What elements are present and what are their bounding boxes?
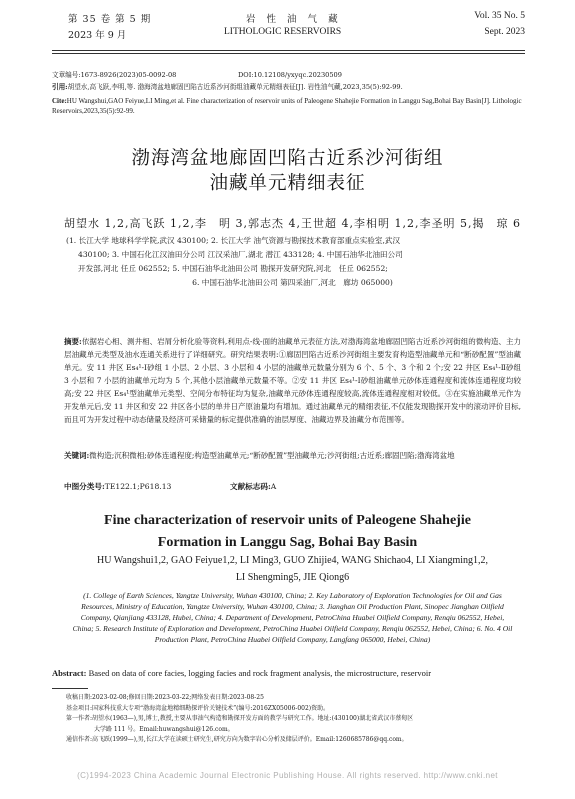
affiliations-cn (66, 234, 519, 290)
affiliation-cn-line: 430100; 3. 中国石化江汉油田分公司 江汉采油厂,湖北 潜江 433128; 4. 中国石油华北油田公司 (78, 250, 403, 259)
citation-cn-label: 引用: (52, 83, 68, 91)
keywords-cn-text: 微构造;沉积微相;砂体连通程度;构造型油藏单元;“断砂配置”型油藏单元;沙河街组;古近系;廊固凹陷;渤海湾盆地 (89, 451, 455, 460)
footnote-funding: 基金项目:国家科技重大专项“渤海湾盆地精细勘探评价关键技术”(编号:2016ZX05006-002)资助。 (66, 704, 330, 712)
article-number: 文章编号:1673-8926(2023)05-0092-08 (52, 71, 177, 79)
abstract-en (52, 668, 525, 678)
abstract-en-text: Based on data of core facies, logging facies and rock fragment analysis, the microstructure, reservoir (88, 668, 432, 678)
classification (64, 481, 277, 492)
footnote-first-author: 第一作者:胡望水(1963—),男,博士,教授,主要从事油气构造和勘探开发方面的教学与研究工作。地址:(430100)湖北省武汉市蔡甸区 (66, 715, 414, 722)
title-cn-line1: 渤海湾盆地廊固凹陷古近系沙河街组 (131, 148, 444, 169)
authors-en (60, 552, 525, 586)
date-cn: 2023 年 9 月 (68, 30, 127, 41)
header-rule-thick (52, 50, 525, 51)
footnote-first-author-cont: 大学路 111 号。Email:huwangshui@126.com。 (94, 725, 234, 733)
affiliation-cn-line: 开发部,河北 任丘 062552; 5. 中国石油华北油田公司 勘探开发研究院,河北 任丘 062552; (78, 264, 388, 273)
affiliation-cn-line: (1. 长江大学 地球科学学院,武汉 430100; 2. 长江大学 油气资源与勘探技术教育部重点实验室,武汉 (66, 236, 401, 245)
citation-en-text: HU Wangshui,GAO Feiyue,LI Ming,et al. Fine characterization of reservoir units of Paleogene Shahejie Formation in Langgu Sag,Bohai Bay Basin[J]. Lithologic Reservoirs,2023,35(5):92-99. (52, 97, 522, 115)
doc-code-value: A (270, 482, 277, 491)
title-en-line1: Fine characterization of reservoir units of Paleogene Shahejie (104, 513, 471, 528)
doc-code-label: 文献标志码: (230, 482, 271, 491)
title-en (0, 510, 575, 554)
authors-en-line1: HU Wangshui1,2, GAO Feiyue1,2, LI Ming3, GUO Zhijie4, WANG Shichao4, LI Xiangming1,2, (96, 555, 488, 566)
citation-en-label: Cite: (52, 97, 67, 105)
date-en: Sept. 2023 (484, 27, 525, 37)
citation-cn-text: 胡望水,高飞跃,李明,等. 渤海湾盆地廊固凹陷古近系沙河街组油藏单元精细表征[J]. 岩性油气藏,2023,35(5):92-99. (67, 83, 403, 91)
keywords-cn (64, 449, 521, 462)
footnotes (66, 693, 525, 746)
citation-cn (52, 82, 525, 92)
abstract-en-label: Abstract: (52, 668, 87, 678)
abstract-cn-text: 依据岩心相、测井相、岩屑分析化验等资料,利用点-线-面的油藏单元表征方法,对渤海湾盆地廊固凹陷古近系沙河街组的微构造、主力层油藏单元类型及油水连通关系进行了详细研究。研究结果表明:①廊固凹陷古近系沙河街组主要发育构造型油藏单元和“断砂配置”型油藏单元。安 11 井区 Es₄¹-Ⅰ砂组 1 小层、2 小层、3 小层和 4 小层的油藏单元数量分别为 6 个、5 个、3 个和 2 个;安 22 井区 Es₄¹-Ⅱ砂组 3 小层和 7 小层的油藏单元均为 5 个,其他小层油藏单元数量不等。②安 11 井区 Es₄¹-Ⅰ砂组油藏单元砂体连通程度和流体连通程度均较高;安 22 井区 Es₄¹型油藏单元类型、空间分布特征均为复杂,油藏单元砂体连通程度较高,流体连通程度相对较低。③在实施油藏单元作为开发单元后,安 11 井区和安 22 井区各小层的单井日产原油量均有增加。通过油藏单元的精细表征,不仅能发现勘探开发中的滚动评价目标,而且可为开发过程中动态储量及经济可采储量的标定提供准确的油层厚度、油藏边界及油藏分布范围等。 (64, 337, 521, 424)
clc-value: TE122.1;P618.13 (104, 482, 172, 491)
authors-cn: 胡望水 1,2,高飞跃 1,2,李 明 3,郭志杰 4,王世超 4,李相明 1,2,李圣明 5,揭 琼 6 (64, 217, 521, 230)
volume-issue-cn: 第 35 卷 第 5 期 (68, 14, 152, 25)
header-rule-thin (52, 53, 525, 54)
title-en-line2: Formation in Langgu Sag, Bohai Bay Basin (157, 535, 418, 550)
footnote-rule (52, 688, 88, 689)
doi[interactable]: DOI:10.12108/yxyqc.20230509 (238, 71, 342, 79)
abstract-cn-label: 摘要: (64, 337, 82, 346)
citation-en (52, 96, 525, 116)
running-header (68, 8, 525, 48)
title-cn (0, 146, 575, 196)
volume-issue-en: Vol. 35 No. 5 (474, 11, 525, 21)
affiliation-cn-line: 6. 中国石油华北油田公司 第四采油厂,河北 廊坊 065000) (192, 278, 393, 287)
authors-en-line2: LI Shengming5, JIE Qiong6 (235, 572, 350, 583)
journal-name-cn: 岩 性 油 气 藏 (246, 14, 342, 25)
journal-name-en: LITHOLOGIC RESERVOIRS (224, 27, 342, 37)
article-meta (52, 70, 525, 80)
keywords-cn-label: 关键词: (64, 451, 90, 460)
footnote-corresponding: 通信作者:高飞跃(1999—),男,长江大学在读硕士研究生,研究方向为数字岩心分析及储层评价。Email:1260685786@qq.com。 (66, 736, 408, 743)
affiliations-en: (1. College of Earth Sciences, Yangtze University, Wuhan 430100, China; 2. Key Laboratory of Exploration Technologies for Oil and Gas Resources, Ministry of Education, Yangtze University, Wuhan 430100, China; 3. Jianghan Oil Production Plant, Sinopec Jianghan Oilfield Company, Qianjiang 433128, Hubei, China; 4. Department of Development, PetroChina Huabei Oilfield Company, Renqiu 062552, Hebei, China; 5. Research Institute of Exploration and Development, PetroChina Huabei Oilfield Company, Renqiu 062552, Hebei, China; 6. No. 4 Oil Production Plant, PetroChina Huabei Oilfield Company, Langfang 065000, Hebei, China) (72, 591, 513, 644)
footnote-received: 收稿日期:2023-02-08;修回日期:2023-03-22;网络发表日期:2023-08-25 (66, 694, 264, 701)
title-cn-line2: 油藏单元精细表征 (209, 173, 366, 194)
cnki-footer: (C)1994-2023 China Academic Journal Electronic Publishing House. All rights reserved. http://www.cnki.net (77, 771, 498, 780)
clc-label: 中图分类号: (64, 482, 105, 491)
abstract-cn (64, 335, 521, 426)
